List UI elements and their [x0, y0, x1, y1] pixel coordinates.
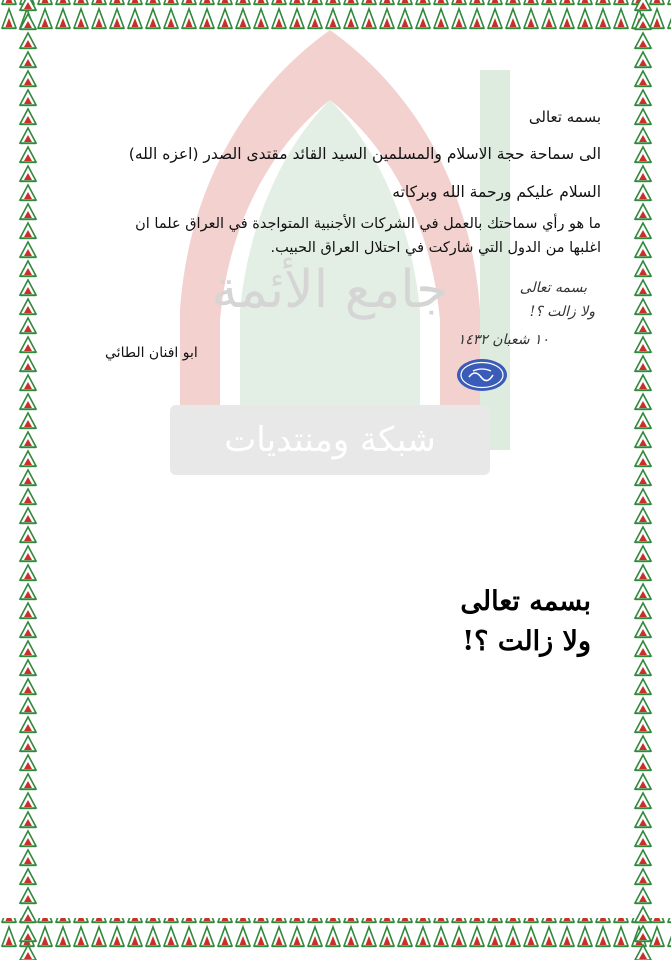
border-right	[631, 0, 655, 960]
letter-addressee: الى سماحة حجة الاسلام والمسلمين السيد القائد مقتدى الصدر (اعزه الله)	[128, 145, 601, 163]
handwritten-date: ١٠ شعبان ١٤٣٢	[457, 332, 549, 348]
handwritten-line1: بسمه تعالى	[519, 280, 587, 296]
answer-line2: ولا زالت ؟!	[462, 626, 591, 657]
letter-heading: بسمه تعالى	[528, 108, 601, 126]
border-bottom	[0, 918, 671, 948]
border-left	[16, 0, 40, 960]
watermark-subtitle: شبكة ومنتديات	[224, 420, 436, 460]
watermark-title: جامع الأئمة	[211, 260, 449, 320]
answer-line1: بسمه تعالى	[460, 586, 591, 617]
letter-greeting: السلام عليكم ورحمة الله وبركاته	[392, 183, 601, 201]
handwritten-line2: ولا زالت ؟!	[529, 304, 595, 320]
seal-stamp	[455, 357, 509, 393]
letter-sender: ابو افنان الطائي	[105, 345, 198, 361]
letter-question-line2: اغلبها من الدول التي شاركت في احتلال العراق الحبيب.	[270, 240, 601, 256]
answer-block	[460, 582, 591, 662]
letter-question-line1: ما هو رأي سماحتك بالعمل في الشركات الأجنبية المتواجدة في العراق علما ان	[135, 216, 601, 232]
